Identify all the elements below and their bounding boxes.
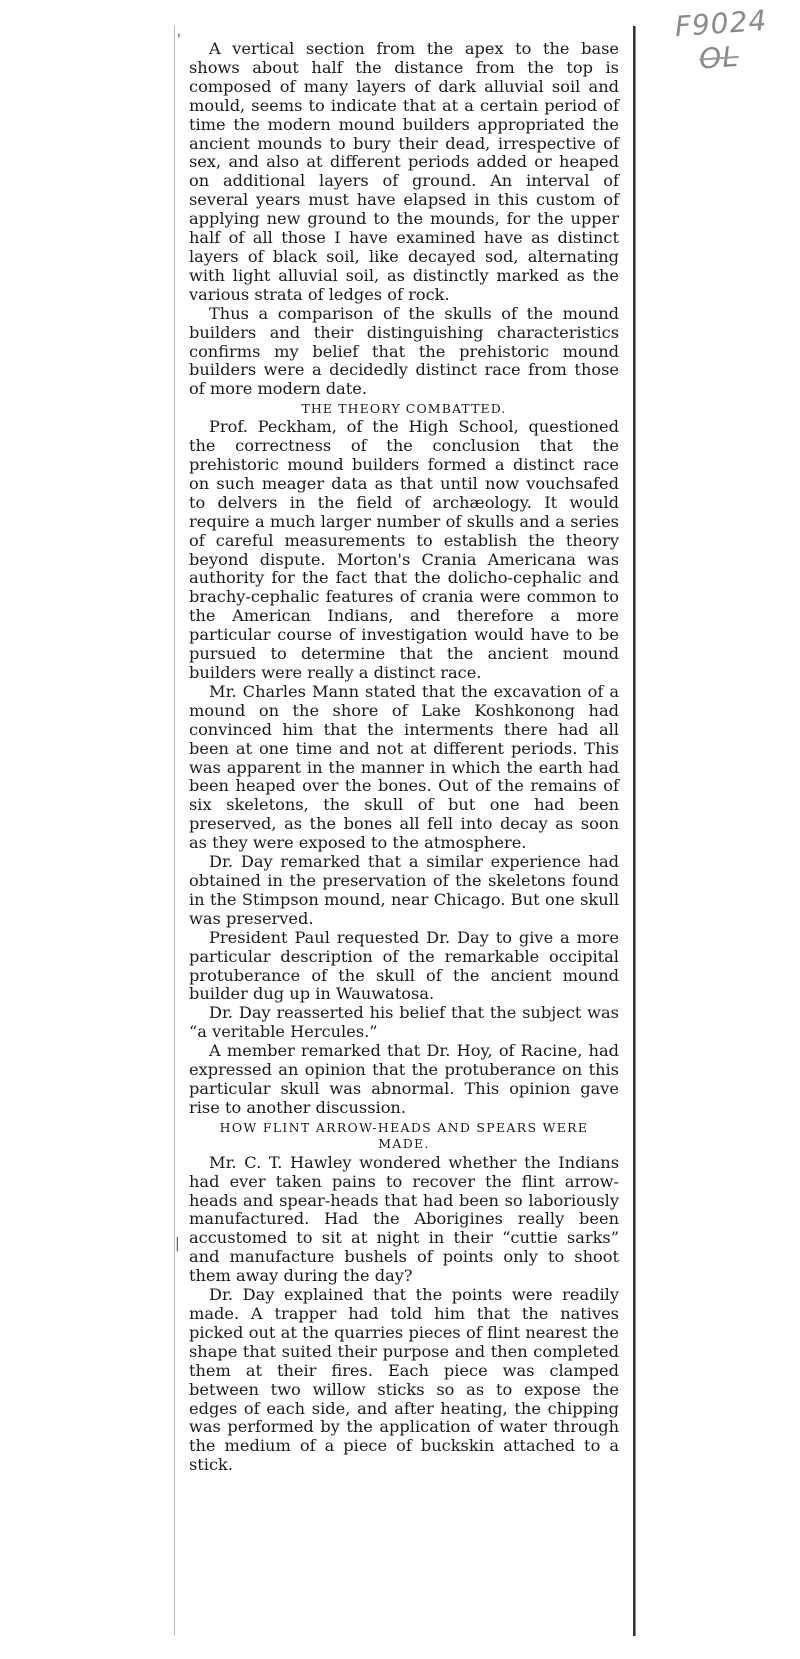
- newspaper-clipping: [174, 26, 635, 1636]
- paragraph-vertical-section: A vertical section from the apex to the base shows about half the distance from the top is composed of many layers of dark alluvial soil and mould, seems to indicate that at a certain period of time the modern mound builders appropriated the ancient mounds to bury their dead, irrespective of sex, and also at different periods added or heaped on additional layers of ground. An interval of several years must have elapsed in this custom of applying new ground to the mounds, for the upper half of all those I have examined have as distinct layers of black soil, like decayed sod, alternating with light alluvial soil, as distinctly marked as the various strata of ledges of rock.: [189, 39, 619, 304]
- paragraph-charles-mann: Mr. Charles Mann stated that the excavation of a mound on the shore of Lake Koshkonong had convinced him that the interments there had all been at one time and not at different periods. This was apparent in the manner in which the earth had been heaped over the bones. Out of the remains of six skeletons, the skull of but one had been preserved, as the bones all fell into decay as soon as they were exposed to the atmosphere.: [189, 681, 619, 853]
- paragraph-skull-comparison: Thus a comparison of the skulls of the mound builders and their distinguishing characteristics confirms my belief that the prehistoric mound builders were a decidedly distinct race from those of more modern date.: [189, 303, 619, 399]
- article-column: [189, 40, 619, 1475]
- paragraph-ct-hawley: Mr. C. T. Hawley wondered whether the Indians had ever taken pains to recover the flint arrow-heads and spear-heads that had been so laboriously manufactured. Had the Aborigines really been accustomed to sit at night in their “cuttie sarks” and manufacture bushels of points only to shoot them away during the day?: [189, 1152, 619, 1286]
- section-heading-flint-arrowheads-cont: MADE.: [378, 1135, 430, 1151]
- archive-subcode: OL: [698, 39, 740, 76]
- paragraph-dr-day-points: Dr. Day explained that the points were readily made. A trapper had told him that the natives picked out at the quarries pieces of flint nearest the shape that suited their purpose and then completed them at their fires. Each piece was clamped between two willow sticks so as to expose the edges of each side, and after heating, the chipping was performed by the application of water through the medium of a piece of buckskin attached to a stick.: [189, 1285, 619, 1475]
- paragraph-president-paul: President Paul requested Dr. Day to give a more particular description of the remarkable occipital protuberance of the skull of the ancient mound builder dug up in Wauwatosa.: [189, 927, 619, 1004]
- archive-code: F9024: [673, 3, 769, 44]
- archive-annotation: [674, 2, 798, 78]
- paragraph-dr-day-hercules: Dr. Day reasserted his belief that the subject was “a veritable Hercules.”: [189, 1003, 619, 1042]
- paragraph-dr-hoy: A member remarked that Dr. Hoy, of Racine, had expressed an opinion that the protuberance on this particular skull was abnormal. This opinion gave rise to another discussion.: [189, 1041, 619, 1117]
- margin-tick-mark: ': [177, 32, 181, 48]
- margin-bar-mark: |: [175, 1236, 180, 1252]
- paragraph-prof-peckham: Prof. Peckham, of the High School, questioned the correctness of the conclusion that the prehistoric mound builders formed a distinct race on such meager data as that until now vouchsafed to delvers in the field of archæology. It would require a much larger number of skulls and a series of careful measurements to establish the theory beyond dispute. Morton's Crania Americana was authority for the fact that the dolicho-cephalic and brachy-cephalic features of crania were common to the American Indians, and therefore a more particular course of investigation would have to be pursued to determine that the ancient mound builders were really a distinct race.: [189, 417, 619, 682]
- section-heading-theory-combatted: THE THEORY COMBATTED.: [301, 401, 507, 417]
- paragraph-dr-day-stimpson: Dr. Day remarked that a similar experience had obtained in the preservation of the skeletons found in the Stimpson mound, near Chicago. But one skull was preserved.: [189, 852, 619, 928]
- section-heading-flint-arrowheads: HOW FLINT ARROW-HEADS AND SPEARS WERE: [219, 1119, 589, 1135]
